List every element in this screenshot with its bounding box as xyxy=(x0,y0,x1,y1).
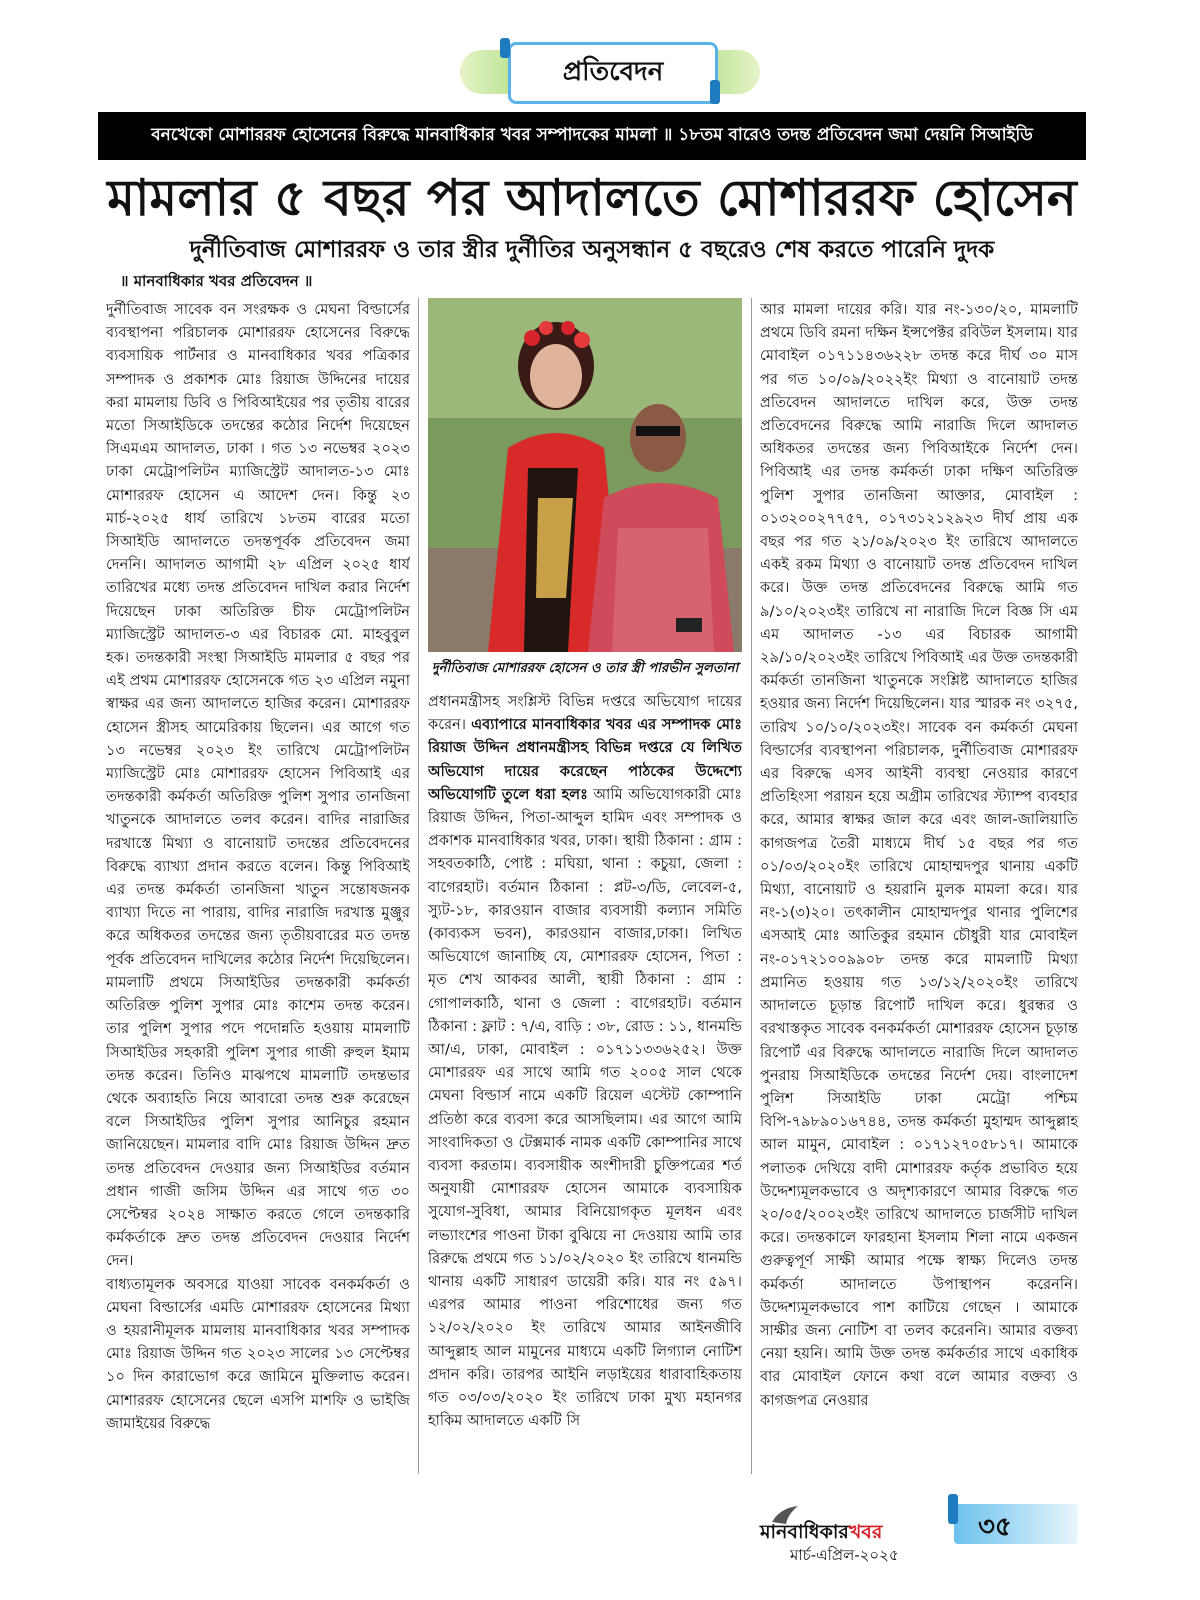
publication-logo xyxy=(760,1504,900,1543)
paragraph-body: আমি অভিযোগকারী মোঃ রিয়াজ উদ্দিন, পিতা-আব্দুল হামিদ এবং সম্পাদক ও প্রকাশক মানবাধিকার খবর, ঢাকা। স্থায়ী ঠিকানা : গ্রাম : সহবতকাঠি, পোষ্ট : মঘিয়া, থানা : কচুয়া, জেলা : বাগেরহাট। বর্তমান ঠিকানা : প্লট-৩/ডি, লেবেল-৫, স্যুট-১৮, কারওয়ান বাজার ব্যবসায়ী কল্যান সমিতি (কাব্যকস ভবন), কারওয়ান বাজার,ঢাকা। লিখিত অভিযোগে জানাচ্ছি যে, মোশাররফ হোসেন, পিতা : মৃত শেখ আকবর আলী, স্থায়ী ঠিকানা : গ্রাম : গোপালকাঠি, থানা ও জেলা : বাগেরহাট। বর্তমান ঠিকানা : ফ্লাট : ৭/এ, বাড়ি : ৩৮, রোড : ১১, ধানমন্ডি আ/এ, ঢাকা, মোবাইল : ০১৭১১৩৩৬২৫২। উক্ত মোশাররফ এর সাথে আমি গত ২০০৫ সাল থেকে মেঘনা বিল্ডার্স নামে একটি রিয়েল এস্টেট কোম্পানি প্রতিষ্ঠা করে ব্যবসা করে আসছিলাম। এর আগে আমি সাংবাদিকতা ও টেক্সমার্ক নামক একটি কোম্পানির সাথে ব্যবসা করতাম। ব্যবসায়ীক অংশীদারী চুক্তিপত্রের শর্ত অনুযায়ী মোশাররফ হোসেন আমাকে ব্যবসায়িক সুযোগ-সুবিধা, আমার বিনিয়োগকৃত মূলধন এবং লভ্যাংশের পাওনা টাকা বুঝিয়ে না দেওয়ায় আমি তার রিরুদ্ধে প্রথমে গত ১১/০২/২০২০ ইং তারিখে ধানমন্ডি থানায় একটি সাধারণ ডায়েরী করি। যার নং ৫৯৭। এরপর আমার পাওনা পরিশোধের জন্য গত ১২/০২/২০২০ ইং তারিখে আমার আইনজীবি আব্দুল্লাহ আল মামুনের মাধ্যমে একটি লিগ্যাল নোটিশ প্রদান করি। তারপর আইনি লড়াইয়ের ধারাবাহিকতায় গত ০৩/০৩/২০২০ ইং তারিখে ঢাকা মুখ্য মহানগর হাকিম আদালতে একটি সি xyxy=(428,785,742,1430)
article-column-2 xyxy=(428,690,742,1474)
page-number: ৩৫ xyxy=(978,1512,1012,1542)
paragraph-intro: প্রধানমন্ত্রীসহ সংশ্লিস্ট বিভিন্ন দপ্তরে অভিযোগ দায়ের করেন। xyxy=(428,693,742,734)
headline: মামলার ৫ বছর পর আদালতে মোশাররফ হোসেন xyxy=(107,169,1077,227)
couple-photo-illustration xyxy=(428,298,742,652)
bold-lead: এব্যাপারে মানবাধিকার খবর এর সম্পাদক মোঃ রিয়াজ উদ্দিন প্রধানমন্ত্রীসহ বিভিন্ন দপ্তরে যে লিখিত অভিযোগ দায়ের করেছেন পাঠকের উদ্দেশ্যে অভিযোগটি তুলে ধরা হলঃ xyxy=(428,716,742,803)
section-label: প্রতিবেদন xyxy=(508,42,718,104)
article-column-1 xyxy=(106,298,410,1474)
column-divider xyxy=(418,298,419,1474)
article-column-3 xyxy=(760,298,1078,1474)
paragraph xyxy=(428,690,742,1433)
kicker-banner: বনখেকো মোশাররফ হোসেনের বিরুদ্ধে মানবাধিকার খবর সম্পাদকের মামলা ॥ ১৮তম বারেও তদন্ত প্রতিবেদন জমা দেয়নি সিআইডি xyxy=(98,112,1086,160)
column-divider xyxy=(751,298,752,1474)
paragraph: আর মামলা দায়ের করি। যার নং-১৩০/২০, মামলাটি প্রথমে ডিবি রমনা দক্ষিন ইন্সপেক্টর রবিউল ইসলাম। যার মোবাইল ০১৭১১৪৩৬২২৮ তদন্ত করে দীর্ঘ ৩০ মাস পর গত ১০/০৯/২০২২ইং মিথ্যা ও বানোয়াট তদন্ত প্রতিবেদন আদালতে দাখিল করে, উক্ত তদন্ত প্রতিবেদনের বিরুদ্ধে আমি নারাজি দিলে আদালত অধিকতর তদন্তের জন্য পিবিআইকে নির্দেশ দেন। পিবিআই এর তদন্ত কর্মকর্তা ঢাকা দক্ষিণ অতিরিক্ত পুলিশ সুপার তানজিনা আক্তার, মোবাইল : ০১৩২০০২৭৭৫৭, ০১৭৩১২১২৯২৩ দীর্ঘ প্রায় এক বছর পর গত ২১/০৯/২০২৩ ইং তারিখে আদালতে একই রকম মিথ্যা ও বানোয়াট তদন্ত প্রতিবেদন দাখিল করে। উক্ত তদন্ত প্রতিবেদনের বিরুদ্ধে আমি গত ৯/১০/২০২৩ইং তারিখে না নারাজি দিলে বিজ্ঞ সি এম এম আদালত -১৩ এর বিচারক আগামী ২৯/১০/২০২৩ইং তারিখে পিবিআই এর উক্ত তদন্তকারী কর্মকর্তা তানজিনা খাতুনকে সংশ্লিষ্ট আদালতে হাজির হওয়ার জন্য নির্দেশ দিয়েছিলেন। যার স্মারক নং ৩২৭৫, তারিখ ১০/১০/২০২৩ইং। সাবেক বন কর্মকর্তা মেঘনা বিল্ডার্সের ব্যবস্থাপনা পরিচালক, দুর্নীতিবাজ মোশাররফ এর বিরুদ্ধে এসব আইনী ব্যবস্থা নেওয়ার কারণে প্রতিহিংসা পরায়ন হয়ে অগ্রীম তারিখের স্ট্যাম্প ব্যবহার করে, আমার স্বাক্ষর জাল করে এবং জাল-জালিয়াতি কাগজপত্র তৈরী মাধ্যমে দীর্ঘ ১৫ বছর পর গত ০১/০৩/২০২০ইং তারিখে মোহাম্মদপুর থানায় একটি মিথ্যা, বানোয়াট ও হয়রানি মুলক মামলা করে। যার নং-১(৩)২০। তৎকালীন মোহাম্মদপুর থানার পুলিশের এসআই মোঃ আতিকুর রহমান চৌধুরী যার মোবাইল নং-০১৭২১০০৯৯০৮ তদন্ত করে মামলাটি মিথ্যা প্রমানিত হওয়ায় গত ১৩/১২/২০২০ইং তারিখে আদালতে চূড়ান্ত রিপোর্ট দাখিল করে। ধুরন্ধর ও বরখাস্তকৃত সাবেক বনকর্মকর্তা মোশাররফ হোসেন চূড়ান্ত রিপোর্ট এর বিরুদ্ধে আদালতে নারাজি দিলে আদালত পুনরায় সিআইডিকে তদন্তের নির্দেশ দেয়। বাংলাদেশ পুলিশ সিআইডি ঢাকা মেট্রো পশ্চিম বিপি-৭৯৮৯০১৬৭৪৪, তদন্ত কর্মকর্তা মুহাম্মদ আব্দুল্লাহ আল মামুন, মোবাইল : ০১৭১২৭০৫৮১৭। আমাকে পলাতক দেখিয়ে বাদী মোশাররফ কর্তৃক প্রভাবিত হয়ে উদ্দেশ্যমূলকভাবে ও অদৃশ্যকারণে আমার বিরুদ্ধে গত ২০/০৫/২০০২৩ইং তারিখে আদালতে চার্জসীট দাখিল করে। তদন্তকালে ফারহানা ইসলাম শিলা নামে একজন গুরুত্বপূর্ণ সাক্ষী আমার পক্ষে স্বাক্ষ্য দিলেও তদন্ত কর্মকর্তা আদালতে উপাস্থাপন করেননি। উদ্দেশ্যমূলকভাবে পাশ কাটিয়ে গেছেন । আমাকে সাক্ষীর জন্য নোটিশ বা তলব করেননি। আমার বক্তব্য নেয়া হয়নি। আমি উক্ত তদন্ত কর্মকর্তার সাথে একাধিক বার মোবাইল ফোনে কথা বলে আমার বক্তব্য ও কাগজপত্র নেওয়ার xyxy=(760,301,1078,1409)
issue-date: মার্চ-এপ্রিল-২০২৫ xyxy=(790,1546,899,1564)
paragraph: দুর্নীতিবাজ সাবেক বন সংরক্ষক ও মেঘনা বিল্ডার্সের ব্যবস্থাপনা পরিচালক মোশাররফ হোসেনের বিরুদ্ধে ব্যবসায়িক পার্টনার ও মানবাধিকার খবর পত্রিকার সম্পাদক ও প্রকাশক মোঃ রিয়াজ উদ্দিনের দায়ের করা মামলায় ডিবি ও পিবিআইয়ের পর তৃতীয় বারের মতো সিআইডিকে তদন্তের কঠোর নির্দেশ দিয়েছেন সিএমএম আদালত, ঢাকা । গত ১৩ নভেম্বর ২০২৩ ঢাকা মেট্রোপলিটন ম্যাজিস্ট্রেট আদালত-১৩ মোঃ মোশাররফ হোসেন এ আদেশ দেন। কিন্তু ২৩ মার্চ-২০২৫ ধার্য তারিখে ১৮তম বারের মতো সিআইডি আদালতে তদন্তপূর্বক প্রতিবেদন জমা দেননি। আদালত আগামী ২৮ এপ্রিল ২০২৫ ধার্য তারিখের মধ্যে তদন্ত প্রতিবেদন দাখিল করার নির্দেশ দিয়েছেন ঢাকা অতিরিক্ত চীফ মেট্রোপলিটন ম্যাজিস্ট্রেট আদালত-৩ এর বিচারক মো. মাহবুবুল হক। তদন্তকারী সংস্থা সিআইডি মামলার ৫ বছর পর এই প্রথম মোশাররফ হোসেনকে গত ২৩ এপ্রিল নমুনা স্বাক্ষর এর জন্য আদালতে হাজির করেন। মোশাররফ হোসেন স্ত্রীসহ আমেরিকায় ছিলেন। এর আগে গত ১৩ নভেম্বর ২০২৩ ইং তারিখে মেট্রোপলিটন ম্যাজিস্ট্রেট মোঃ মোশাররফ হোসেন পিবিআই এর তদন্তকারী কর্মকর্তা অতিরিক্ত পুলিশ সুপার তানজিনা খাতুনকে আদালতে তলব করেন। বাদির নারাজির দরখাস্তে মিথ্যা ও বানোয়াট তদন্তের প্রতিবেদনের বিরুদ্ধে ব্যাখ্যা প্রদান করতে বলেন। কিন্তু পিবিআই এর তদন্ত কর্মকর্তা তানজিনা খাতুন সন্তোষজনক ব্যাখ্যা দিতে না পারায়, বাদির নারাজি দরখাস্ত মুঞ্জুর করে অধিকতর তদন্তের জন্য তৃতীয়বারের মত তদন্ত পূর্বক প্রতিবেদন দাখিলের কঠোর নির্দেশ দিয়েছিলেন। মামলাটি প্রথমে সিআইডির তদন্তকারী কর্মকর্তা অতিরিক্ত পুলিশ সুপার মোঃ কাশেম তদন্ত করেন। তার পুলিশ সুপার পদে পদোন্নতি হওয়ায় মামলাটি সিআইডির সহকারী পুলিশ সুপার গাজী রুহুল ইমাম তদন্ত করেন। তিনিও মাঝপথে মামলাটি তদন্তভার থেকে অব্যাহতি নিয়ে আবারো তদন্ত শুরু করেছেন বলে সিআইডির পুলিশ সুপার আনিচুর রহমান জানিয়েছেন। মামলার বাদি মোঃ রিয়াজ উদ্দিন দ্রুত তদন্ত প্রতিবেদন দেওয়ার জন্য সিআইডির বর্তমান প্রধান গাজী জসিম উদ্দিন এর সাথে গত ৩০ সেপ্টেম্বর ২০২৪ সাক্ষাত করতে গেলে তদন্তকারি কর্মকর্তাকে দ্রুত তদন্ত প্রতিবেদন দেওয়ার নির্দেশ দেন। xyxy=(106,301,410,1270)
paragraph: বাধ্যতামূলক অবসরে যাওয়া সাবেক বনকর্মকর্তা ও মেঘনা বিল্ডার্সের এমডি মোশাররফ হোসেনের মিথ্যা ও হয়রানীমূলক মামলায় মানবাধিকার খবর সম্পাদক মোঃ রিয়াজ উদ্দিন গত ২০২৩ সালের ১৩ সেপ্টেম্বর ১০ দিন কারাভোগ করে জামিনে মুক্তিলাভ করেন। মোশাররফ হোসেনের ছেলে এসপি মাশফি ও ভাইজি জামাইয়ের বিরুদ্ধে xyxy=(106,1275,410,1432)
page-tab-bar xyxy=(954,1504,1078,1544)
page-number-tab xyxy=(948,1494,1078,1550)
logo-text: মানবাধিকার xyxy=(760,1521,849,1543)
page-tab-accent xyxy=(948,1494,958,1524)
byline: ॥ মানবাধিকার খবর প্রতিবেদন ॥ xyxy=(120,272,313,290)
logo-text-accent: খবর xyxy=(848,1521,883,1543)
section-tab xyxy=(460,40,760,102)
subheadline: দুর্নীতিবাজ মোশাররফ ও তার স্ত্রীর দুর্নীতির অনুসন্ধান ৫ বছরেও শেষ করতে পারেনি দুদক xyxy=(189,237,995,263)
tab-accent-left xyxy=(500,38,510,58)
tab-accent-right xyxy=(710,80,720,104)
photo-caption: দুর্নীতিবাজ মোশাররফ হোসেন ও তার স্ত্রী পারভীন সুলতানা xyxy=(431,661,739,676)
article-photo xyxy=(428,298,742,652)
